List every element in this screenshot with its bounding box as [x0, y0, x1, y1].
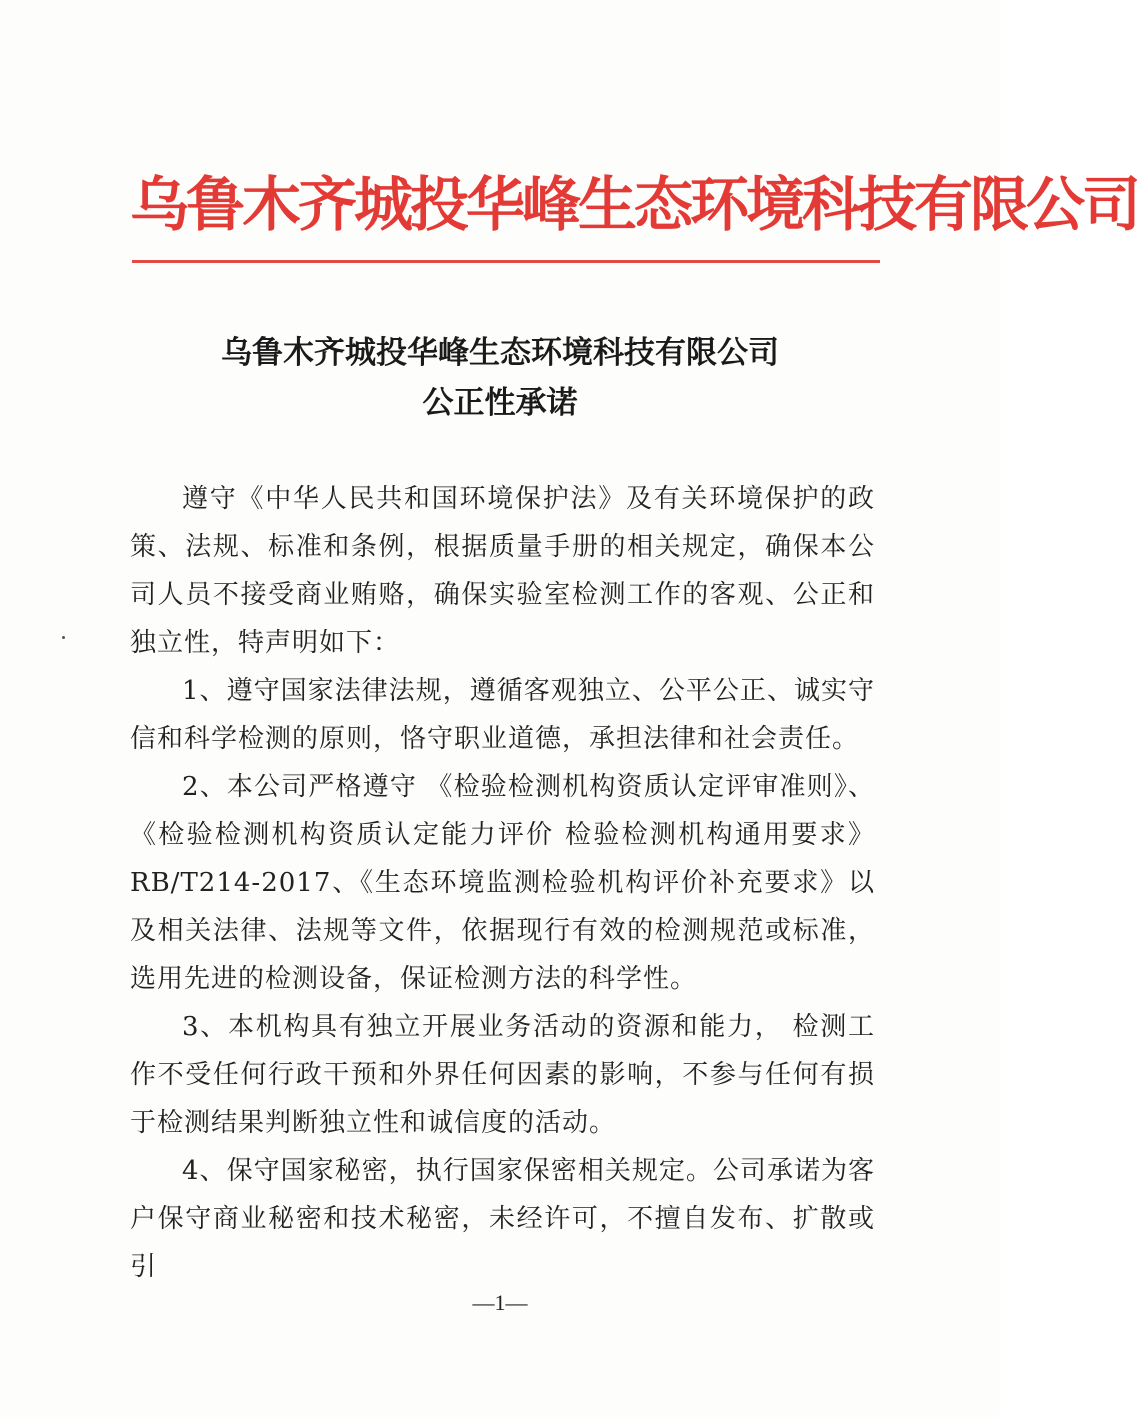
paragraph-item-2: 2、本公司严格遵守 《检验检测机构资质认定评审准则》、《检验检测机构资质认定能力评价 检验检测机构通用要求》RB/T214-2017、《生态环境监测检验机构评价补充要求》以及相关法律、法规等文件，依据现行有效的检测规范或标准，选用先进的检测设备，保证检测方法的科学性。 [130, 772, 875, 994]
paragraph-item-1: 1、遵守国家法律法规，遵循客观独立、公平公正、诚实守信和科学检测的原则，恪守职业道德，承担法律和社会责任。 [130, 676, 875, 754]
scan-speck [62, 636, 65, 639]
paragraph-intro: 遵守《中华人民共和国环境保护法》及有关环境保护的政策、法规、标准和条例，根据质量手册的相关规定，确保本公司人员不接受商业贿赂，确保实验室检测工作的客观、公正和独立性，特声明如下： [130, 484, 875, 658]
title-company: 乌鲁木齐城投华峰生态环境科技有限公司 [221, 335, 779, 371]
letterhead-company-name: 乌鲁木齐城投华峰生态环境科技有限公司 [130, 170, 1138, 239]
document-body [130, 475, 875, 1291]
page-number: —1— [472, 1290, 528, 1315]
letterhead-divider [132, 260, 880, 263]
document-title [100, 328, 900, 428]
paragraph-item-4: 4、保守国家秘密，执行国家保密相关规定。公司承诺为客户保守商业秘密和技术秘密，未经许可，不擅自发布、扩散或引 [130, 1156, 875, 1282]
paragraph-item-3: 3、本机构具有独立开展业务活动的资源和能力， 检测工作不受任何行政干预和外界任何因素的影响，不参与任何有损于检测结果判断独立性和诚信度的活动。 [130, 1012, 875, 1138]
title-heading: 公正性承诺 [422, 385, 578, 421]
